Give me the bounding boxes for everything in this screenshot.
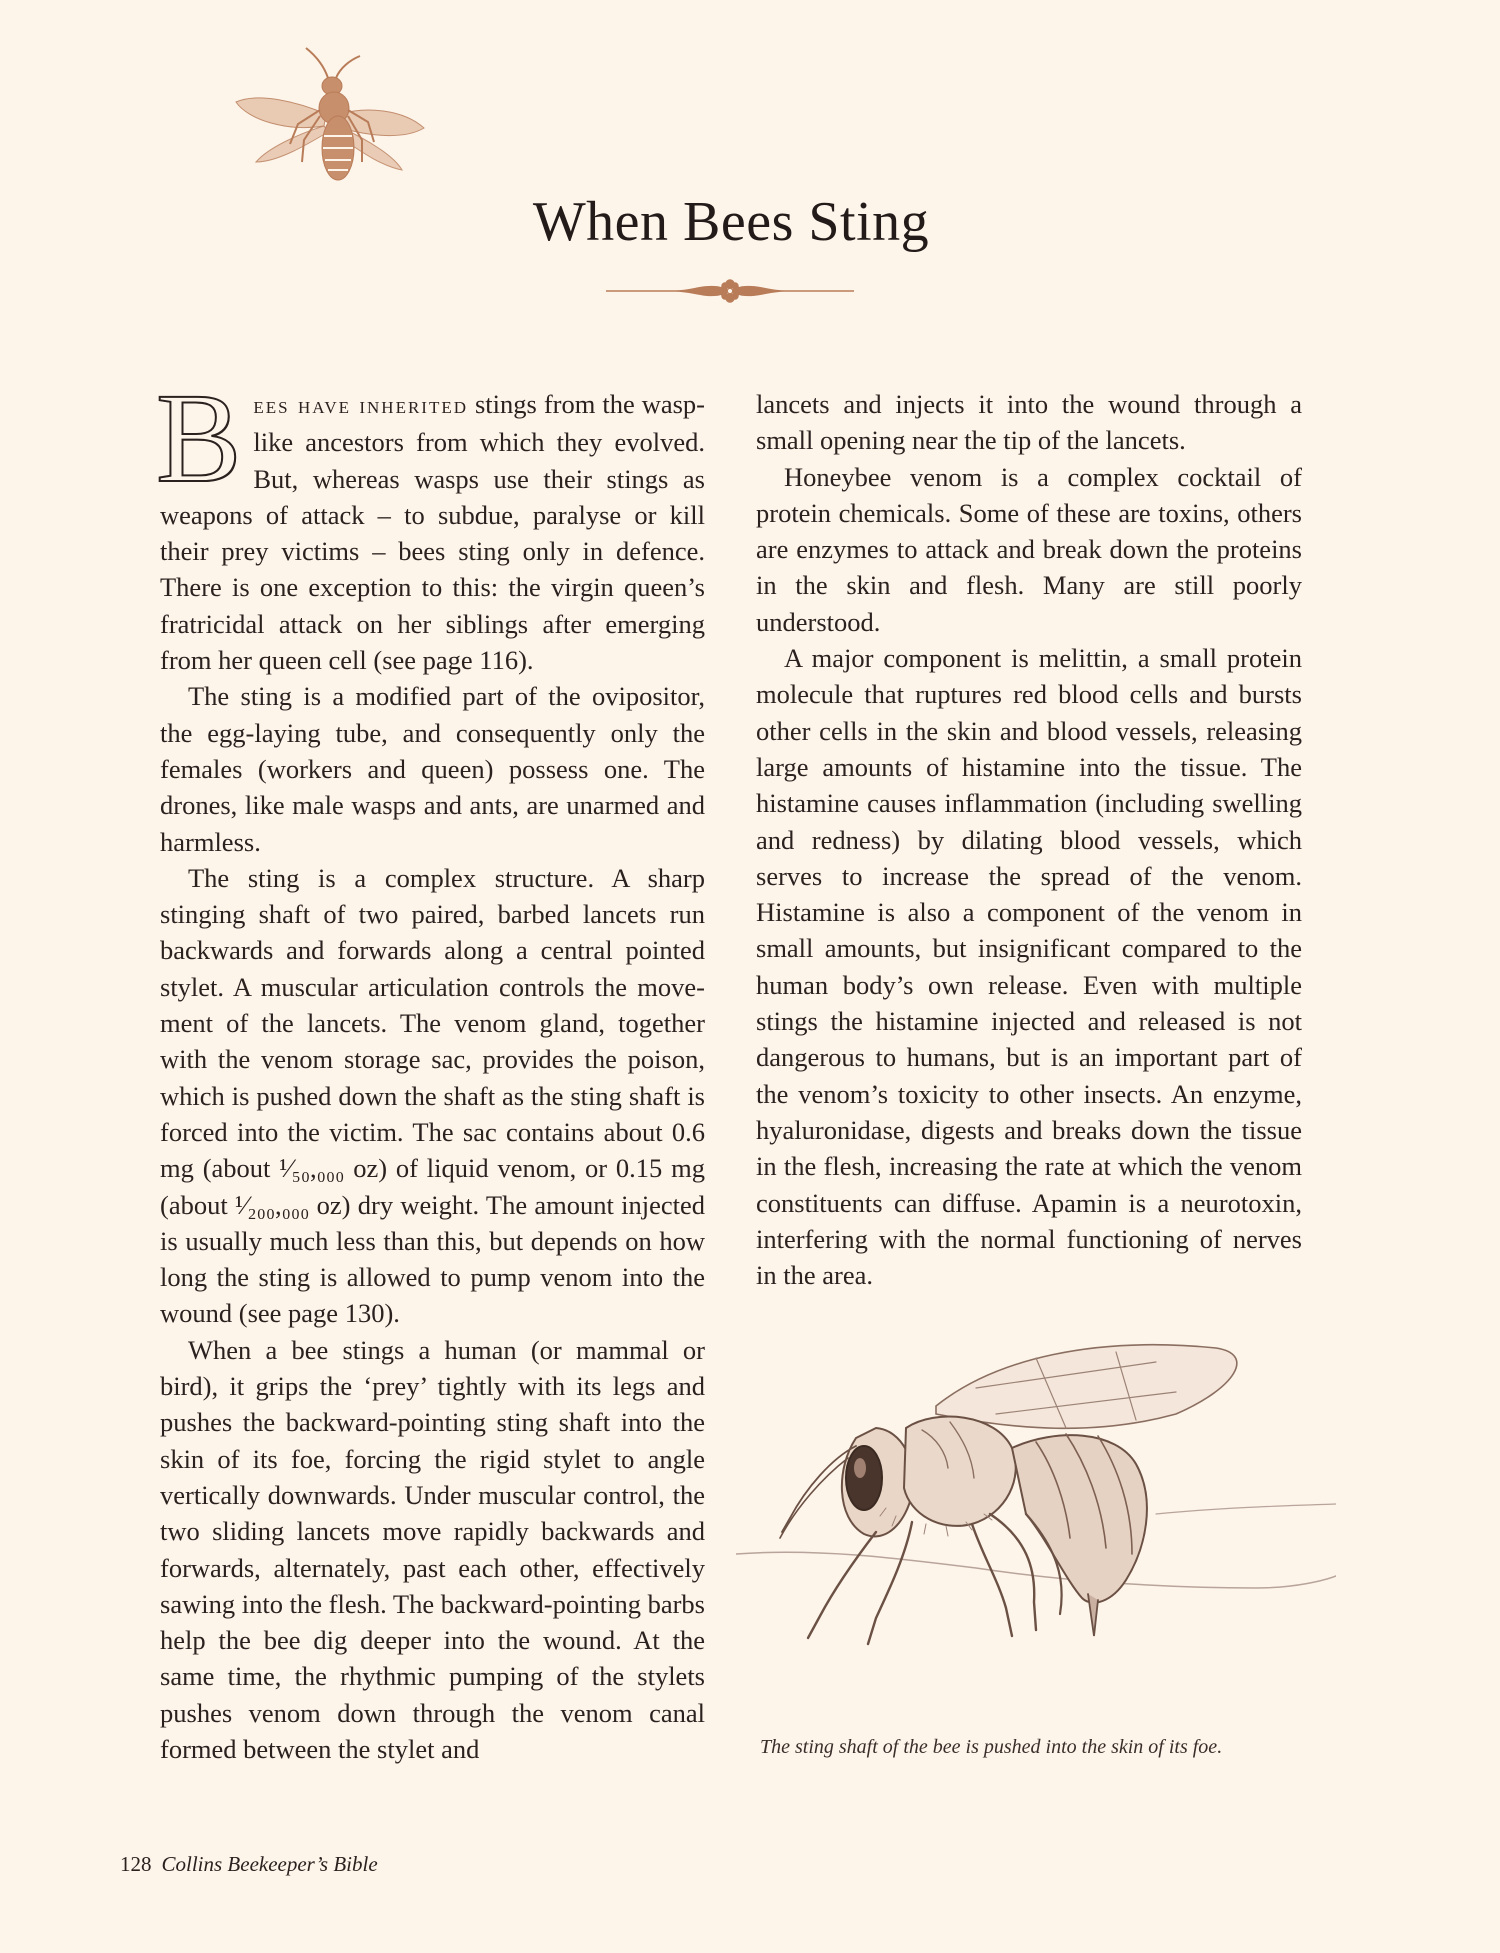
paragraph-intro <box>156 367 705 678</box>
paragraph: The sting is a complex structure. A sharp stinging shaft of two paired, barbed lancets run backwards and forwards along a central pointed stylet. A muscular articulation controls the movement of the lancets. The venom gland, together with the venom storage sac, provides the poison, which is pushed down the shaft as the sting shaft is forced into the victim. The sac contains about 0.6 mg (about ¹⁄₅₀,₀₀₀ oz) of liquid venom, or 0.15 mg (about ¹⁄₂₀₀,₀₀₀ oz) dry weight. The amount injected is usually much less than this, but depends on how long the sting is allowed to pump venom into the wound (see page 130). <box>160 862 705 1329</box>
paragraph: Honeybee venom is a complex cocktail of protein chemicals. Some of these are toxins, others are enzymes to attack and break down the proteins in the skin and flesh. Many are still poorly understood. <box>756 461 1302 637</box>
book-title: Collins Beekeeper’s Bible <box>161 1852 378 1876</box>
flourish-divider-icon <box>606 276 854 306</box>
page-number: 128 <box>120 1852 152 1876</box>
paragraph: The sting is a modified part of the ovipositor, the egg-laying tube, and consequently only the females (workers and queen) possess one. The drones, like male wasps and ants, are unarmed and harmless. <box>160 681 705 857</box>
paragraph: When a bee stings a human (or mammal or bird), it grips the ‘prey’ tightly with its legs and pushes the backward-pointing sting shaft into the skin of its foe, forcing the rigid stylet to angle vertically downwards. Under muscular control, the two sliding lancets move rapidly backwards and forwards, alternately, past each other, effectively sawing into the flesh. The backward-pointing barbs help the bee dig deeper into the wound. At the same time, the rhythmic pumping of the stylets pushes venom down through the venom canal formed between the stylet and <box>160 1334 705 1764</box>
bee-ornament-icon <box>228 44 434 196</box>
paragraph: A major component is melittin, a small protein molecule that ruptures red blood cells and bursts other cells in the skin and blood vessels, releasing large amounts of histamine into the tissue. The histamine causes inflammation (including swelling and redness) by dilating blood vessels, which serves to increase the spread of the venom. Histamine is also a component of the venom in small amounts, but insignificant compared to the human body’s own release. Even with multiple stings the histamine injected and released is not dangerous to humans, but is an important part of the venom’s toxicity to other insects. An enzyme, hyaluronidase, digests and breaks down the tissue in the flesh, increasing the rate at which the venom constituents can diffuse. Apamin is a neurotoxin, interfering with the normal functioning of nerves in the area. <box>756 643 1302 1291</box>
text-column-right <box>756 386 1302 1293</box>
paragraph-intro-text: stings from the wasp-like ancestors from which they evolved. But, whereas wasps use their stings as weapons of attack – to subdue, paralyse or kill their prey victims – bees sting only in defence. There is one exception to this: the virgin queen’s fratricidal attack on her siblings after emerging from her queen cell (see page 116). <box>160 389 705 676</box>
bee-sting-illustration <box>736 1318 1336 1680</box>
drop-cap: B <box>156 367 242 509</box>
text-column-left <box>156 367 705 1767</box>
paragraph: lancets and injects it into the wound through a small opening near the tip of the lancets. <box>756 389 1302 456</box>
page-title: When Bees Sting <box>532 191 930 253</box>
page-footer <box>120 1852 378 1877</box>
figure-caption: The sting shaft of the bee is pushed into the skin of its foe. <box>760 1736 1223 1758</box>
lead-in: ees have inherited <box>253 393 468 419</box>
